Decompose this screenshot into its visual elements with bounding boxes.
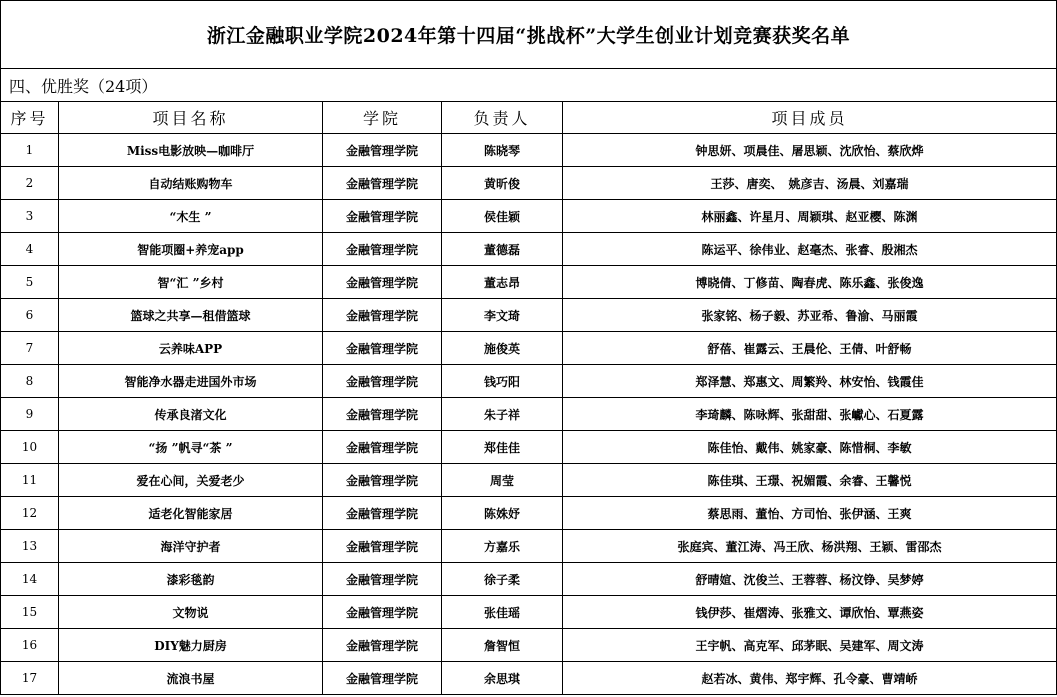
- cell-members: 陈佳怡、戴伟、姚家豪、陈惜桐、李敏: [563, 431, 1057, 464]
- cell-members: 陈佳琪、王璟、祝媚霞、余睿、王馨悦: [563, 464, 1057, 497]
- cell-index: 8: [1, 365, 59, 398]
- cell-college: 金融管理学院: [323, 431, 442, 464]
- cell-index: 5: [1, 266, 59, 299]
- section-heading: 四、优胜奖（24项）: [1, 69, 1057, 102]
- cell-index: 14: [1, 563, 59, 596]
- cell-college: 金融管理学院: [323, 497, 442, 530]
- cell-project: 文物说: [59, 596, 323, 629]
- cell-leader: 郑佳佳: [442, 431, 563, 464]
- cell-project: 漆彩毯韵: [59, 563, 323, 596]
- header-row: [1, 102, 1057, 134]
- cell-project: 自动结账购物车: [59, 167, 323, 200]
- cell-college: 金融管理学院: [323, 563, 442, 596]
- cell-members: 陈运平、徐伟业、赵毫杰、张睿、殷湘杰: [563, 233, 1057, 266]
- cell-index: 13: [1, 530, 59, 563]
- cell-project: 流浪书屋: [59, 662, 323, 695]
- cell-members: 蔡思雨、董怡、方司怡、张伊涵、王爽: [563, 497, 1057, 530]
- cell-project: 云养味APP: [59, 332, 323, 365]
- table-row: [1, 266, 1057, 299]
- cell-college: 金融管理学院: [323, 464, 442, 497]
- cell-leader: 陈晓琴: [442, 134, 563, 167]
- cell-members: 王宇帆、高克军、邱茅眠、吴建军、周文涛: [563, 629, 1057, 662]
- table-row: [1, 233, 1057, 266]
- cell-leader: 黄昕俊: [442, 167, 563, 200]
- table-row: [1, 662, 1057, 695]
- cell-college: 金融管理学院: [323, 233, 442, 266]
- cell-leader: 方嘉乐: [442, 530, 563, 563]
- cell-leader: 余思琪: [442, 662, 563, 695]
- cell-college: 金融管理学院: [323, 299, 442, 332]
- cell-leader: 张佳瑶: [442, 596, 563, 629]
- cell-members: 李琦麟、陈咏辉、张甜甜、张巘心、石夏露: [563, 398, 1057, 431]
- cell-college: 金融管理学院: [323, 662, 442, 695]
- cell-members: 张家铭、杨子毅、苏亚希、鲁渝、马丽霞: [563, 299, 1057, 332]
- cell-project: 智“汇 ”乡村: [59, 266, 323, 299]
- cell-project: “木生 ”: [59, 200, 323, 233]
- table-row: [1, 365, 1057, 398]
- cell-index: 7: [1, 332, 59, 365]
- cell-leader: 董德磊: [442, 233, 563, 266]
- cell-index: 17: [1, 662, 59, 695]
- table-row: [1, 431, 1057, 464]
- cell-project: 传承良渚文化: [59, 398, 323, 431]
- table-row: [1, 167, 1057, 200]
- cell-college: 金融管理学院: [323, 266, 442, 299]
- cell-index: 16: [1, 629, 59, 662]
- cell-members: 舒蓓、崔露云、王晨伦、王倩、叶舒畅: [563, 332, 1057, 365]
- table-row: [1, 497, 1057, 530]
- cell-members: 郑泽慧、郑惠文、周繁羚、林安怡、钱霞佳: [563, 365, 1057, 398]
- table-row: [1, 596, 1057, 629]
- cell-leader: 周莹: [442, 464, 563, 497]
- cell-project: DIY魅力厨房: [59, 629, 323, 662]
- header-project: 项目名称: [59, 102, 323, 134]
- cell-college: 金融管理学院: [323, 365, 442, 398]
- table-row: [1, 299, 1057, 332]
- table-row: [1, 629, 1057, 662]
- table-row: [1, 464, 1057, 497]
- cell-members: 赵若冰、黄伟、郑宇辉、孔令豪、曹靖峤: [563, 662, 1057, 695]
- cell-project: 智能项圈+养宠app: [59, 233, 323, 266]
- cell-members: 博晓倩、丁修苗、陶春虎、陈乐鑫、张俊逸: [563, 266, 1057, 299]
- table-row: [1, 200, 1057, 233]
- cell-index: 6: [1, 299, 59, 332]
- cell-leader: 钱巧阳: [442, 365, 563, 398]
- table-row: [1, 398, 1057, 431]
- cell-project: 爱在心间，关爱老少: [59, 464, 323, 497]
- cell-members: 钟思妍、项晨佳、屠思颖、沈欣怡、蔡欣烨: [563, 134, 1057, 167]
- cell-leader: 陈姝妤: [442, 497, 563, 530]
- cell-members: 钱伊莎、崔熠涛、张雅文、谭欣怡、覃燕姿: [563, 596, 1057, 629]
- cell-leader: 朱子祥: [442, 398, 563, 431]
- table-row: [1, 332, 1057, 365]
- cell-leader: 徐子柔: [442, 563, 563, 596]
- cell-index: 4: [1, 233, 59, 266]
- cell-index: 1: [1, 134, 59, 167]
- cell-project: 智能净水器走进国外市场: [59, 365, 323, 398]
- cell-members: 王莎、唐奕、 姚彦吉、汤晨、刘嘉瑞: [563, 167, 1057, 200]
- table-row: [1, 563, 1057, 596]
- cell-project: 适老化智能家居: [59, 497, 323, 530]
- cell-college: 金融管理学院: [323, 134, 442, 167]
- cell-project: 篮球之共享—租借篮球: [59, 299, 323, 332]
- table-row: [1, 530, 1057, 563]
- cell-index: 2: [1, 167, 59, 200]
- cell-college: 金融管理学院: [323, 530, 442, 563]
- cell-project: 海洋守护者: [59, 530, 323, 563]
- header-college: 学院: [323, 102, 442, 134]
- cell-members: 舒晴媗、沈俊兰、王蓉蓉、杨汶铮、吴梦婷: [563, 563, 1057, 596]
- cell-index: 12: [1, 497, 59, 530]
- cell-members: 林丽鑫、许星月、周颖琪、赵亚樱、陈渊: [563, 200, 1057, 233]
- cell-members: 张庭宾、董江涛、冯王欣、杨洪翔、王颖、雷邵杰: [563, 530, 1057, 563]
- cell-college: 金融管理学院: [323, 398, 442, 431]
- cell-college: 金融管理学院: [323, 167, 442, 200]
- title-row: [1, 1, 1057, 69]
- cell-project: Miss电影放映—咖啡厅: [59, 134, 323, 167]
- cell-leader: 施俊英: [442, 332, 563, 365]
- table-row: [1, 134, 1057, 167]
- cell-college: 金融管理学院: [323, 200, 442, 233]
- cell-leader: 董志昂: [442, 266, 563, 299]
- cell-index: 11: [1, 464, 59, 497]
- cell-college: 金融管理学院: [323, 332, 442, 365]
- cell-index: 15: [1, 596, 59, 629]
- header-index: 序号: [1, 102, 59, 134]
- cell-leader: 侯佳颖: [442, 200, 563, 233]
- cell-leader: 李文琦: [442, 299, 563, 332]
- cell-leader: 詹智恒: [442, 629, 563, 662]
- cell-index: 9: [1, 398, 59, 431]
- cell-project: “扬 ”帆寻“茶 ”: [59, 431, 323, 464]
- cell-college: 金融管理学院: [323, 629, 442, 662]
- section-row: [1, 69, 1057, 102]
- header-leader: 负责人: [442, 102, 563, 134]
- cell-index: 3: [1, 200, 59, 233]
- sheet-title: 浙江金融职业学院2024年第十四届“挑战杯”大学生创业计划竞赛获奖名单: [1, 1, 1057, 69]
- cell-index: 10: [1, 431, 59, 464]
- cell-college: 金融管理学院: [323, 596, 442, 629]
- header-members: 项目成员: [563, 102, 1057, 134]
